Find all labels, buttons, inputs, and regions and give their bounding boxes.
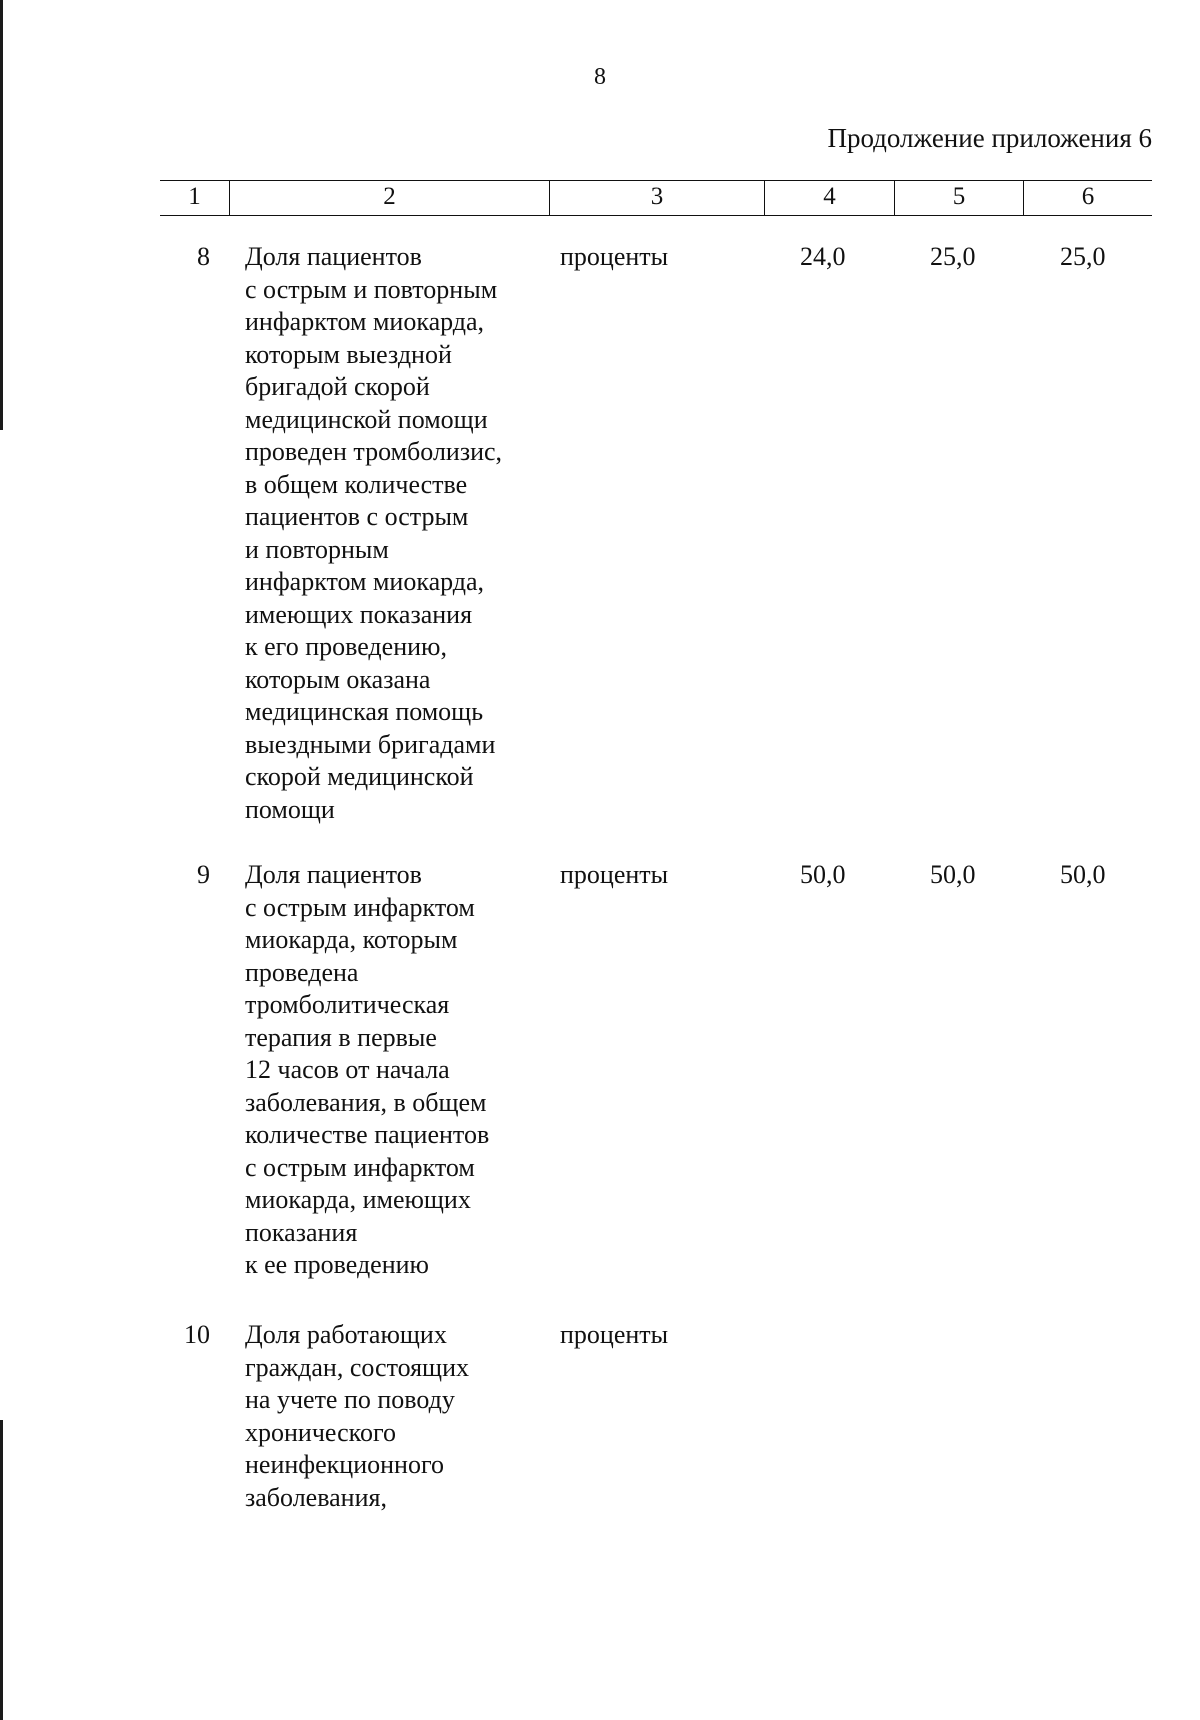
name-line: на учете по поводу [245,1385,455,1414]
name-line: показания [245,1217,358,1247]
unit: проценты [560,1320,669,1349]
page-number: 8 [594,64,606,90]
name-line: 12 часов от начала [245,1055,450,1084]
row-number: 9 [197,860,210,889]
scan-edge-bottom [0,1420,3,1720]
header-col-4: 4 [765,181,895,215]
name-line: Доля пациентов [245,242,422,271]
name-line: проведен тромболизис, [245,437,503,466]
row-number: 10 [184,1320,210,1349]
header-col-1: 1 [160,181,230,215]
name-line: граждан, состоящих [245,1352,469,1382]
indicator-name [245,1319,545,1514]
continuation-label: Продолжение приложения 6 [827,123,1152,153]
unit: проценты [560,242,669,271]
name-line: с острым инфарктом [245,892,475,922]
name-line: пациентов с острым [245,502,469,531]
name-line: инфарктом миокарда, [245,567,485,596]
header-col-6: 6 [1081,183,1095,210]
name-line: скорой медицинской [245,762,474,791]
row-number: 8 [197,242,210,271]
name-line: имеющих показания [245,599,473,629]
value-col-6: 50,0 [1060,860,1106,889]
name-line: проведена [245,957,359,987]
name-line: миокарда, имеющих [245,1185,471,1214]
name-line: миокарда, которым [245,925,458,954]
name-line: неинфекционного [245,1450,444,1479]
indicator-name [245,859,545,1282]
name-line: медицинская помощь [245,697,484,726]
name-line: к ее проведению [245,1250,429,1279]
unit: проценты [560,860,669,889]
header-col-5: 5 [895,181,1024,215]
name-line: терапия в первые [245,1022,437,1052]
value-col-6: 25,0 [1060,242,1106,271]
name-line: выездными бригадами [245,729,496,759]
indicator-name [245,241,545,826]
value-col-5: 50,0 [930,860,976,889]
table-header [160,180,1152,216]
name-line: Доля пациентов [245,860,422,889]
name-line: медицинской помощи [245,404,488,434]
value-col-5: 25,0 [930,242,976,271]
name-line: которым оказана [245,664,431,694]
name-line: бригадой скорой [245,372,430,401]
value-col-4: 24,0 [800,242,846,271]
name-line: к его проведению, [245,632,447,661]
name-line: заболевания, в общем [245,1087,487,1117]
name-line: инфарктом миокарда, [245,307,485,336]
name-line: которым выездной [245,339,452,369]
name-line: количестве пациентов [245,1120,490,1149]
name-line: с острым инфарктом [245,1152,475,1182]
name-line: в общем количестве [245,469,468,499]
name-line: хронического [245,1417,396,1447]
name-line: и повторным [245,534,389,564]
name-line: Доля работающих [245,1320,447,1349]
name-line: с острым и повторным [245,274,498,304]
value-col-4: 50,0 [800,860,846,889]
name-line: заболевания, [245,1482,387,1512]
name-line: помощи [245,794,335,824]
header-col-3: 3 [550,181,765,215]
header-col-2: 2 [230,181,550,215]
name-line: тромболитическая [245,990,450,1019]
